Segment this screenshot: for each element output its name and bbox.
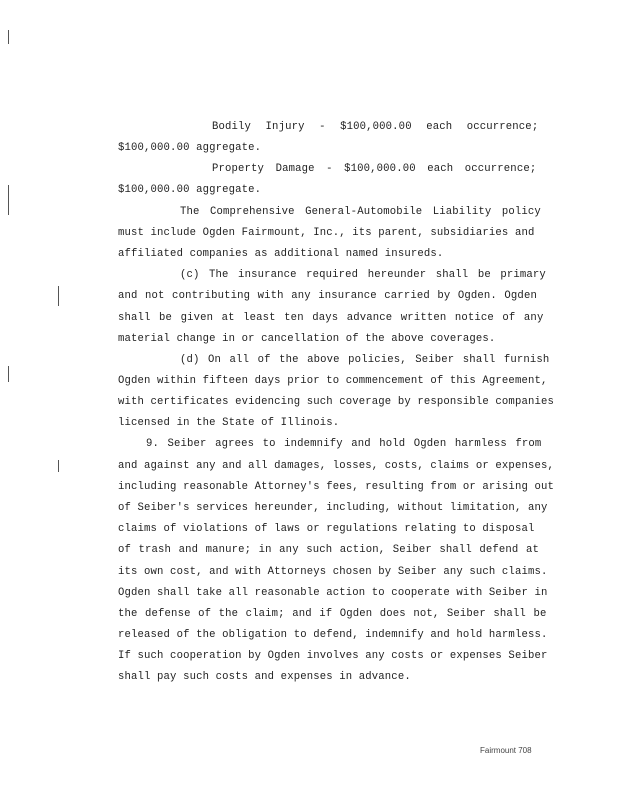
text-line: material change in or cancellation of the above coverages. bbox=[118, 333, 496, 345]
text-line: licensed in the State of Illinois. bbox=[118, 417, 340, 429]
text-line: If such cooperation by Ogden involves any costs or expenses Seiber bbox=[118, 650, 548, 662]
text-line: (d) On all of the above policies, Seiber shall furnish bbox=[180, 354, 550, 366]
text-line: of Seiber's services hereunder, including, without limitation, any bbox=[118, 502, 548, 514]
text-line: its own cost, and with Attorneys chosen by Seiber any such claims. bbox=[118, 566, 548, 578]
text-line: and not contributing with any insurance carried by Ogden. Ogden bbox=[118, 290, 537, 302]
text-line: 9. Seiber agrees to indemnify and hold Ogden harmless from bbox=[146, 438, 542, 450]
text-line: (c) The insurance required hereunder shall be primary bbox=[180, 269, 546, 281]
text-line: $100,000.00 aggregate. bbox=[118, 142, 262, 154]
text-line: the defense of the claim; and if Ogden does not, Seiber shall be bbox=[118, 608, 547, 620]
margin-mark bbox=[8, 185, 9, 215]
text-line: with certificates evidencing such coverage by responsible companies bbox=[118, 396, 554, 408]
text-line: released of the obligation to defend, indemnify and hold harmless. bbox=[118, 629, 548, 641]
text-line: shall be given at least ten days advance written notice of any bbox=[118, 312, 544, 324]
text-line: including reasonable Attorney's fees, resulting from or arising out bbox=[118, 481, 554, 493]
text-line: Bodily Injury - $100,000.00 each occurrence; bbox=[212, 121, 539, 133]
text-line: $100,000.00 aggregate. bbox=[118, 184, 262, 196]
margin-mark bbox=[58, 460, 59, 472]
text-line: Property Damage - $100,000.00 each occurrence; bbox=[212, 163, 537, 175]
text-line: Ogden shall take all reasonable action to cooperate with Seiber in bbox=[118, 587, 548, 599]
text-line: The Comprehensive General-Automobile Liability policy bbox=[180, 206, 541, 218]
text-line: must include Ogden Fairmount, Inc., its parent, subsidiaries and bbox=[118, 227, 535, 239]
text-line: claims of violations of laws or regulations relating to disposal bbox=[118, 523, 535, 535]
text-line: shall pay such costs and expenses in advance. bbox=[118, 671, 411, 683]
page-footer-stamp: Fairmount 708 bbox=[480, 746, 532, 755]
text-line: and against any and all damages, losses, costs, claims or expenses, bbox=[118, 460, 554, 472]
margin-mark bbox=[58, 286, 59, 306]
text-line: affiliated companies as additional named insureds. bbox=[118, 248, 444, 260]
margin-mark bbox=[8, 366, 9, 382]
margin-mark bbox=[8, 30, 9, 44]
text-line: Ogden within fifteen days prior to commencement of this Agreement, bbox=[118, 375, 548, 387]
text-line: of trash and manure; in any such action, Seiber shall defend at bbox=[118, 544, 539, 556]
